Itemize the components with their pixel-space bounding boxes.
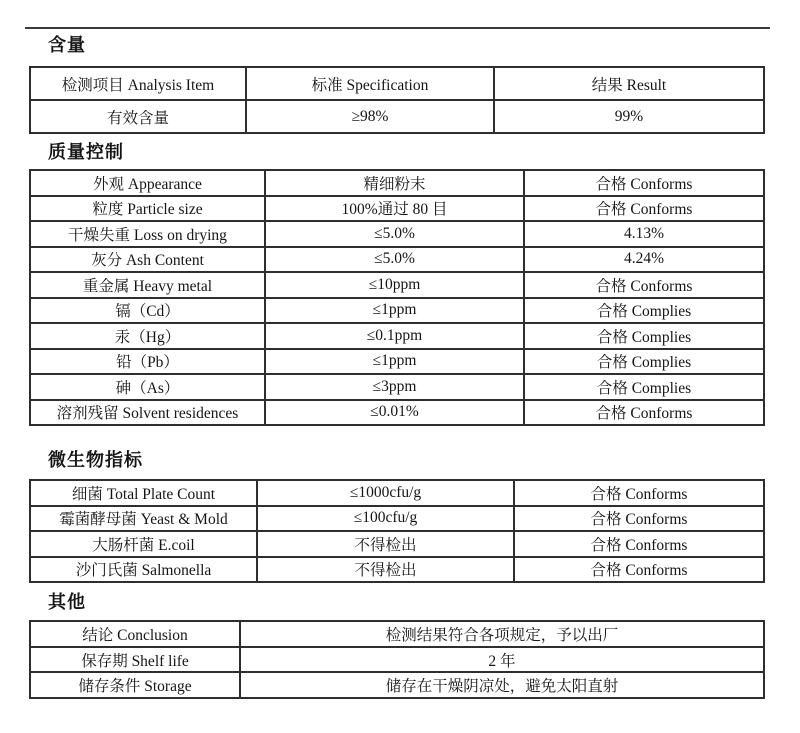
row-heavy-metal (30, 272, 764, 298)
content-table-header-row (30, 67, 764, 100)
cell-spec: 100%通过 80 目 (265, 196, 524, 222)
row-appearance (30, 170, 764, 196)
section-heading-microbiological: 微生物指标 (48, 450, 143, 470)
cell-spec: ≤100cfu/g (257, 506, 514, 532)
cell-item: 砷（As） (30, 374, 265, 400)
cell-item: 汞（Hg） (30, 323, 265, 349)
microbiological-table (29, 479, 765, 583)
cell-value: 检测结果符合各项规定，予以出厂 (240, 621, 764, 647)
cell-spec: ≤0.1ppm (265, 323, 524, 349)
cell-label: 储存条件 Storage (30, 672, 240, 698)
row-mercury (30, 323, 764, 349)
cell-item: 重金属 Heavy metal (30, 272, 265, 298)
row-solvent-residues (30, 400, 764, 426)
section-heading-content: 含量 (48, 35, 86, 55)
row-salmonella (30, 557, 764, 583)
cell-spec: ≤5.0% (265, 247, 524, 273)
cell-result: 合格 Complies (524, 323, 764, 349)
cell-result: 合格 Conforms (524, 272, 764, 298)
cell-result: 合格 Conforms (514, 480, 764, 506)
cell-item: 沙门氏菌 Salmonella (30, 557, 257, 583)
row-ash-content (30, 247, 764, 273)
cell-item: 灰分 Ash Content (30, 247, 265, 273)
cell-item: 溶剂残留 Solvent residences (30, 400, 265, 426)
cell-item: 有效含量 (30, 100, 246, 133)
cell-label: 保存期 Shelf life (30, 647, 240, 673)
section-heading-quality-control: 质量控制 (48, 142, 124, 162)
row-cadmium (30, 298, 764, 324)
cell-spec: 不得检出 (257, 531, 514, 557)
cell-item: 铅（Pb） (30, 349, 265, 375)
cell-item: 外观 Appearance (30, 170, 265, 196)
quality-control-table (29, 169, 765, 426)
cell-result: 合格 Complies (524, 349, 764, 375)
cell-result: 4.13% (524, 221, 764, 247)
cell-spec: ≤10ppm (265, 272, 524, 298)
cell-spec: ≤0.01% (265, 400, 524, 426)
cell-result: 合格 Conforms (524, 196, 764, 222)
cell-result: 合格 Complies (524, 374, 764, 400)
cell-value: 2 年 (240, 647, 764, 673)
cell-result: 99% (494, 100, 764, 133)
header-specification: 标准 Specification (246, 67, 494, 100)
cell-result: 4.24% (524, 247, 764, 273)
cell-item: 镉（Cd） (30, 298, 265, 324)
cell-item: 细菌 Total Plate Count (30, 480, 257, 506)
cell-spec: ≤5.0% (265, 221, 524, 247)
section-heading-other: 其他 (48, 592, 86, 612)
row-ecoli (30, 531, 764, 557)
row-conclusion (30, 621, 764, 647)
cell-item: 大肠杆菌 E.coil (30, 531, 257, 557)
cell-label: 结论 Conclusion (30, 621, 240, 647)
cell-spec: 精细粉末 (265, 170, 524, 196)
row-yeast-mold (30, 506, 764, 532)
other-table (29, 620, 765, 699)
top-divider-rule (25, 27, 770, 29)
cell-result: 合格 Conforms (524, 170, 764, 196)
cell-result: 合格 Complies (524, 298, 764, 324)
cell-spec: ≤1ppm (265, 349, 524, 375)
cell-value: 储存在干燥阴凉处，避免太阳直射 (240, 672, 764, 698)
content-table (29, 66, 765, 134)
row-arsenic (30, 374, 764, 400)
row-particle-size (30, 196, 764, 222)
cell-spec: ≤1000cfu/g (257, 480, 514, 506)
cell-spec: 不得检出 (257, 557, 514, 583)
cell-result: 合格 Conforms (514, 557, 764, 583)
cell-result: 合格 Conforms (514, 531, 764, 557)
row-total-plate-count (30, 480, 764, 506)
cell-item: 粒度 Particle size (30, 196, 265, 222)
cell-result: 合格 Conforms (524, 400, 764, 426)
cell-spec: ≤1ppm (265, 298, 524, 324)
cell-spec: ≥98% (246, 100, 494, 133)
row-shelf-life (30, 647, 764, 673)
cell-result: 合格 Conforms (514, 506, 764, 532)
header-result: 结果 Result (494, 67, 764, 100)
row-storage (30, 672, 764, 698)
row-lead (30, 349, 764, 375)
header-analysis-item: 检测项目 Analysis Item (30, 67, 246, 100)
row-active-content (30, 100, 764, 133)
cell-spec: ≤3ppm (265, 374, 524, 400)
cell-item: 干燥失重 Loss on drying (30, 221, 265, 247)
cell-item: 霉菌酵母菌 Yeast & Mold (30, 506, 257, 532)
row-loss-on-drying (30, 221, 764, 247)
